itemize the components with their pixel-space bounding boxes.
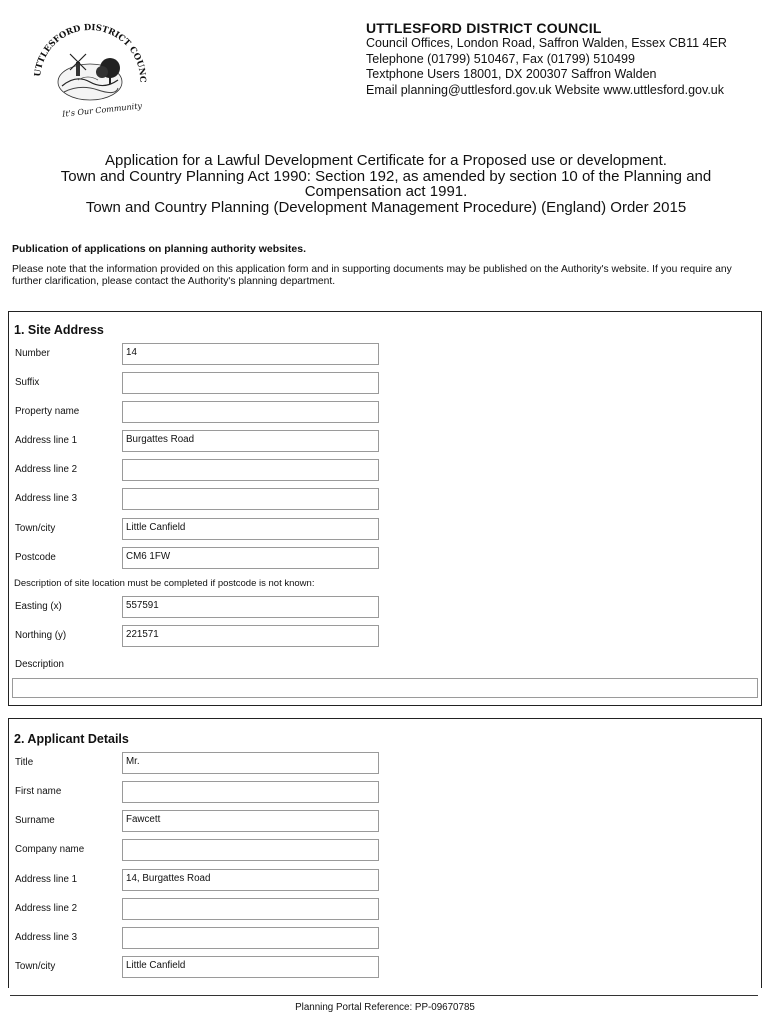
field-label: Address line 3	[15, 932, 78, 943]
council-header	[366, 20, 766, 98]
field-label: Number	[15, 348, 50, 359]
field-label: Northing (y)	[15, 630, 67, 641]
applicant-address-line-1-row	[15, 869, 385, 893]
applicant-address-line-3-row	[15, 927, 385, 951]
applicant-surname-input[interactable]: Fawcett	[122, 810, 379, 832]
site-number-input[interactable]: 14	[122, 343, 379, 365]
council-seal-icon	[18, 10, 158, 122]
planning-portal-reference: Planning Portal Reference: PP-09670785	[295, 1002, 475, 1013]
council-address: Council Offices, London Road, Saffron Walden, Essex CB11 4ER	[366, 36, 727, 50]
applicant-address-line-2-input[interactable]	[122, 898, 379, 920]
footer-divider	[10, 995, 758, 996]
site-address-line-3-row	[15, 488, 385, 512]
applicant-company-row	[15, 839, 385, 863]
field-label: Address line 1	[15, 435, 78, 446]
site-suffix-input[interactable]	[122, 372, 379, 394]
field-label: Town/city	[15, 961, 56, 972]
field-label: Town/city	[15, 523, 56, 534]
field-label: First name	[15, 786, 62, 797]
site-address-line-1-input[interactable]: Burgattes Road	[122, 430, 379, 452]
field-label: Address line 3	[15, 493, 78, 504]
field-label: Easting (x)	[15, 601, 62, 612]
site-address-line-3-input[interactable]	[122, 488, 379, 510]
site-easting-row	[15, 596, 385, 620]
logo-motto: It's Our Community	[61, 101, 143, 119]
logo-arc-text: UTTLESFORD DISTRICT COUNC	[33, 22, 148, 83]
field-label: Address line 2	[15, 903, 78, 914]
form-title-block	[30, 153, 742, 215]
site-location-note: Description of site location must be completed if postcode is not known:	[14, 578, 315, 589]
applicant-title-row	[15, 752, 385, 776]
field-label: Company name	[15, 844, 85, 855]
field-label: Address line 1	[15, 874, 78, 885]
site-address-line-1-row	[15, 430, 385, 454]
site-northing-input[interactable]: 221571	[122, 625, 379, 647]
site-address-line-2-input[interactable]	[122, 459, 379, 481]
applicant-address-line-1-input[interactable]: 14, Burgattes Road	[122, 869, 379, 891]
site-description-label: Description	[15, 659, 65, 670]
site-postcode-input[interactable]: CM6 1FW	[122, 547, 379, 569]
site-address-line-2-row	[15, 459, 385, 483]
site-address-section	[8, 311, 762, 706]
site-postcode-row	[15, 547, 385, 571]
applicant-title-input[interactable]: Mr.	[122, 752, 379, 774]
site-property-name-row	[15, 401, 385, 425]
applicant-address-line-3-input[interactable]	[122, 927, 379, 949]
council-textphone: Textphone Users 18001, DX 200307 Saffron Walden	[366, 67, 657, 81]
site-address-title: 1. Site Address	[14, 323, 104, 337]
publication-text: Please note that the information provided on this application form and in supporting documents may be published on the Authority's website. If you require any further clarification, please contact the Authority's planning department.	[12, 264, 732, 287]
site-northing-row	[15, 625, 385, 649]
applicant-first-name-row	[15, 781, 385, 805]
applicant-details-section	[8, 718, 762, 988]
council-name: UTTLESFORD DISTRICT COUNCIL	[366, 20, 602, 36]
field-label: Property name	[15, 406, 80, 417]
applicant-company-input[interactable]	[122, 839, 379, 861]
site-suffix-row	[15, 372, 385, 396]
applicant-town-input[interactable]: Little Canfield	[122, 956, 379, 978]
form-title: Application for a Lawful Development Certificate for a Proposed use or development.	[105, 152, 667, 169]
council-logo	[18, 10, 158, 122]
applicant-town-row	[15, 956, 385, 980]
site-description-input[interactable]	[12, 678, 758, 698]
site-property-name-input[interactable]	[122, 401, 379, 423]
form-order-reference: Town and Country Planning (Development Management Procedure) (England) Order 2015	[85, 198, 687, 216]
applicant-address-line-2-row	[15, 898, 385, 922]
form-act-reference: Town and Country Planning Act 1990: Section 192, as amended by section 10 of the Planning and Compensation act 1991.	[60, 167, 712, 200]
applicant-first-name-input[interactable]	[122, 781, 379, 803]
field-label: Title	[15, 757, 34, 768]
council-telephone: Telephone (01799) 510467, Fax (01799) 510499	[366, 51, 635, 66]
council-email-website: Email planning@uttlesford.gov.uk Website www.uttlesford.gov.uk	[366, 82, 725, 97]
field-label: Surname	[15, 815, 55, 826]
site-easting-input[interactable]: 557591	[122, 596, 379, 618]
field-label: Postcode	[15, 552, 56, 563]
site-town-input[interactable]: Little Canfield	[122, 518, 379, 540]
field-label: Address line 2	[15, 464, 78, 475]
applicant-details-title: 2. Applicant Details	[14, 732, 129, 746]
field-label: Suffix	[15, 377, 40, 388]
applicant-surname-row	[15, 810, 385, 834]
site-town-row	[15, 518, 385, 542]
publication-heading: Publication of applications on planning authority websites.	[12, 243, 307, 255]
site-number-row	[15, 343, 385, 367]
